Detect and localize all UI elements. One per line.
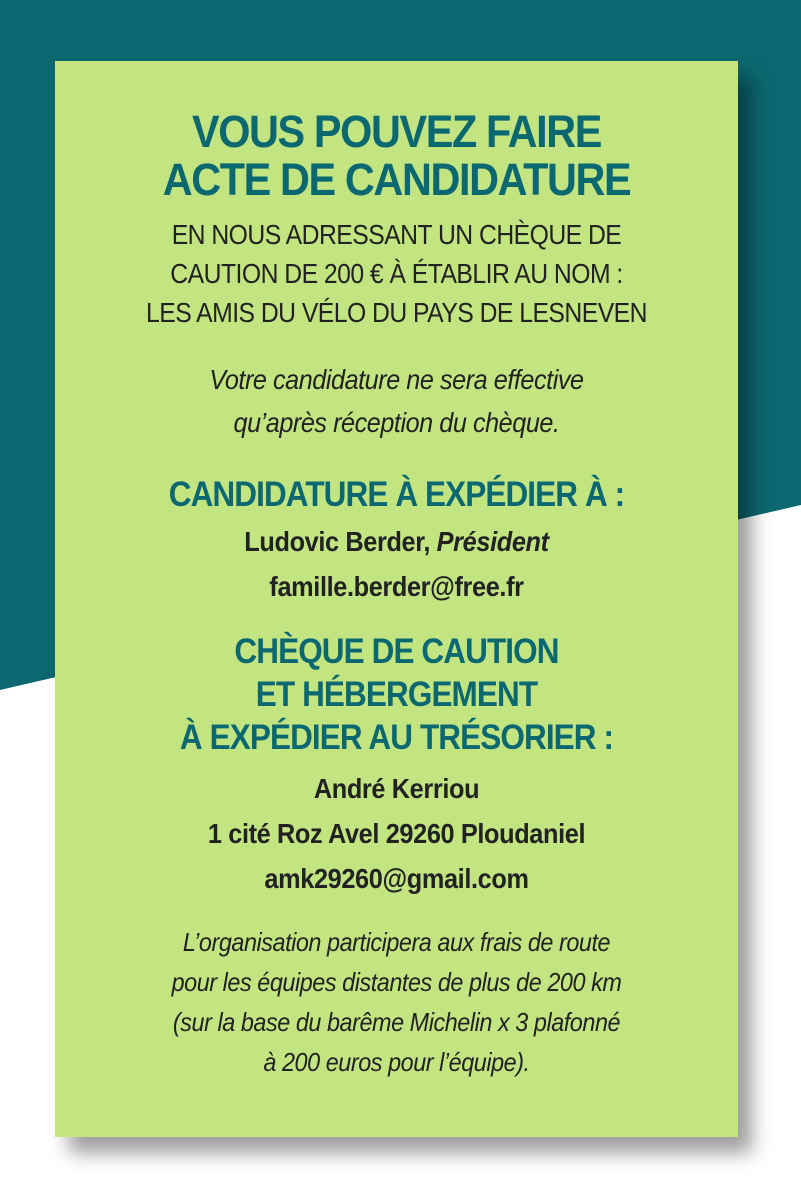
treasurer-address: 1 cité Roz Avel 29260 Ploudaniel bbox=[207, 818, 586, 849]
cheque-heading-3: À EXPÉDIER AU TRÉSORIER : bbox=[179, 718, 614, 757]
footer-line-3: (sur la base du barême Michelin x 3 plafonné bbox=[172, 1007, 621, 1037]
president-name: Ludovic Berder, bbox=[244, 526, 431, 557]
note-line-1: Votre candidature ne sera effective bbox=[209, 364, 584, 395]
intro-line-3: LES AMIS DU VÉLO DU PAYS DE LESNEVEN bbox=[146, 297, 647, 328]
candidature-heading: CANDIDATURE À EXPÉDIER À : bbox=[168, 475, 625, 514]
candidature-email: famille.berder@free.fr bbox=[269, 571, 524, 602]
note-line-2: qu’après réception du chèque. bbox=[233, 407, 560, 438]
cheque-heading-1: CHÈQUE DE CAUTION bbox=[234, 632, 559, 671]
footer-line-2: pour les équipes distantes de plus de 200 km bbox=[171, 967, 622, 997]
footer-line-4: à 200 euros pour l’équipe). bbox=[263, 1047, 530, 1077]
footer-line-1: L’organisation participera aux frais de route bbox=[182, 927, 611, 957]
intro-line-2: CAUTION DE 200 € À ÉTABLIR AU NOM : bbox=[170, 258, 623, 289]
treasurer-email: amk29260@gmail.com bbox=[264, 863, 529, 894]
intro-line-1: EN NOUS ADRESSANT UN CHÈQUE DE bbox=[171, 219, 622, 250]
treasurer-name: André Kerriou bbox=[313, 773, 480, 804]
president-role: Président bbox=[436, 526, 549, 557]
cheque-heading-2: ET HÉBERGEMENT bbox=[255, 675, 538, 714]
candidature-contact bbox=[82, 526, 710, 558]
info-card bbox=[55, 61, 738, 1137]
title-line-1: VOUS POUVEZ FAIRE bbox=[191, 106, 602, 157]
title-line-2: ACTE DE CANDIDATURE bbox=[162, 154, 631, 205]
